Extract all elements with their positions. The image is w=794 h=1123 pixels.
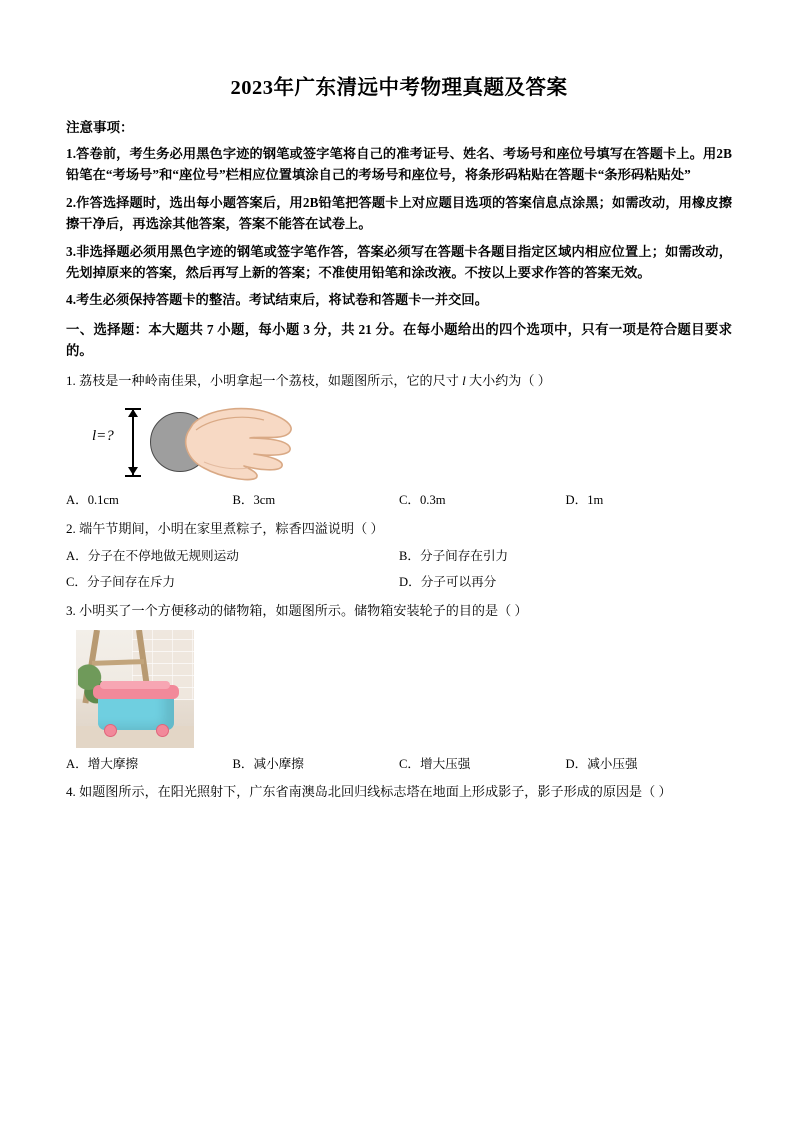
question-2-option-d[interactable]: D．分子可以再分 — [399, 574, 497, 589]
question-2-options-row-2 — [66, 573, 732, 592]
question-3-option-c[interactable]: C．增大压强 — [399, 756, 471, 771]
question-4-text: 如题图所示，在阳光照射下，广东省南澳岛北回归线标志塔在地面上形成影子，影子形成的原因是（ ） — [79, 784, 672, 800]
figure-litchi-in-hand — [90, 400, 350, 484]
question-1-options — [66, 491, 732, 510]
question-2-option-c[interactable]: C．分子间存在斥力 — [66, 574, 176, 589]
question-1-option-d[interactable]: D．1m — [565, 492, 604, 507]
question-2-number: 2. — [66, 520, 76, 536]
question-2-options-row-1 — [66, 547, 732, 566]
question-2-text: 端午节期间，小明在家里煮粽子，粽香四溢说明（ ） — [79, 520, 384, 536]
figure-storage-box-photo — [76, 630, 194, 748]
question-2-stem — [66, 519, 732, 540]
question-3-number: 3. — [66, 602, 76, 618]
question-1-stem-pre: 荔枝是一种岭南佳果，小明拿起一个荔枝，如题图所示，它的尺寸 — [79, 373, 463, 389]
notice-item-2: 2.作答选择题时，选出每小题答案后，用2B铅笔把答题卡上对应题目选项的答案信息点涂黑；如需改动，用橡皮擦擦干净后，再选涂其他答案，答案不能答在试卷上。 — [66, 194, 732, 232]
question-4-number: 4. — [66, 784, 76, 800]
dimension-arrow-down — [128, 467, 138, 475]
question-1-option-a[interactable]: A．0.1cm — [66, 492, 119, 507]
question-1-option-b[interactable]: B．3cm — [232, 492, 276, 507]
question-2-option-a[interactable]: A．分子在不停地做无规则运动 — [66, 548, 239, 563]
question-4-stem — [66, 782, 732, 803]
page-title: 2023年广东清远中考物理真题及答案 — [230, 77, 568, 99]
question-1-stem — [66, 371, 732, 392]
question-1-symbol: l — [462, 373, 466, 389]
section-heading-choice: 一、选择题：本大题共 7 小题，每小题 3 分，共 21 分。在每小题给出的四个选项中，只有一项是符合题目要求的。 — [66, 321, 732, 359]
question-1-stem-post: 大小约为（ ） — [465, 373, 551, 389]
question-3-option-b[interactable]: B．减小摩擦 — [232, 756, 304, 771]
notice-item-4: 4.考生必须保持答题卡的整洁。考试结束后，将试卷和答题卡一并交回。 — [66, 292, 488, 308]
notice-item-3: 3.非选择题必须用黑色字迹的钢笔或签字笔作答，答案必须写在答题卡各题目指定区域内相应位置上；如需改动，先划掉原来的答案，然后再写上新的答案；不准使用铅笔和涂改液。不按以上要求作答的答案无效。 — [66, 243, 732, 280]
question-2-option-b[interactable]: B．分子间存在引力 — [399, 548, 509, 563]
question-3-options — [66, 755, 732, 774]
dimension-arrow-up — [128, 409, 138, 417]
question-3-option-a[interactable]: A．增大摩擦 — [66, 756, 139, 771]
question-3-text: 小明买了一个方便移动的储物箱，如题图所示。储物箱安装轮子的目的是（ ） — [79, 602, 528, 618]
litchi-length-label: l=? — [92, 427, 114, 444]
notice-item-1: 1.答卷前，考生务必用黑色字迹的钢笔或签字笔将自己的准考证号、姓名、考场号和座位号填写在答题卡上。用2B铅笔在“考场号”和“座位号”栏相应位置填涂自己的考场号和座位号，将条形码粘贴在答题卡“条形码粘贴处” — [66, 146, 732, 183]
question-3-stem — [66, 601, 732, 622]
hand-illustration — [138, 402, 338, 482]
notice-heading: 注意事项： — [66, 120, 134, 135]
dimension-line — [132, 408, 134, 476]
question-3-option-d[interactable]: D．减小压强 — [565, 756, 638, 771]
photo-storage-box-lid-top — [100, 681, 170, 689]
question-1-number: 1. — [66, 373, 76, 389]
question-1-option-c[interactable]: C．0.3m — [399, 492, 446, 507]
photo-storage-box-wheel-left — [104, 724, 117, 737]
photo-storage-box-wheel-right — [156, 724, 169, 737]
